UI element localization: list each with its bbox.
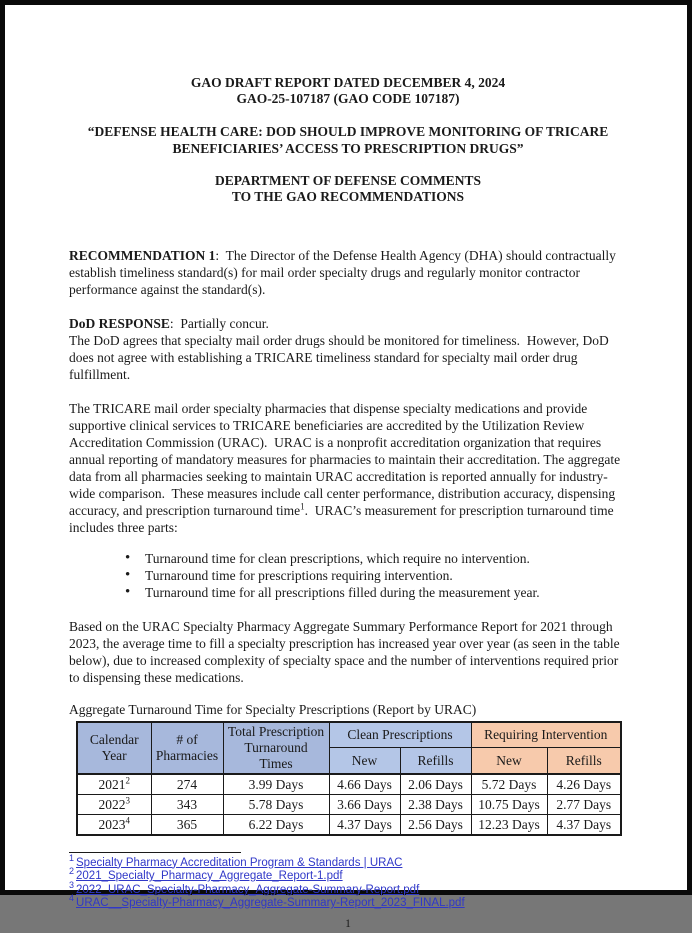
turnaround-bullet-list	[69, 550, 627, 601]
clean-new-cell: 3.66 Days	[329, 794, 400, 814]
footnote-item	[69, 866, 627, 884]
year-cell: 2023$^4$	[77, 814, 151, 835]
clean-new-cell: 4.37 Days	[329, 814, 400, 835]
bullet-item-all: • Turnaround time for all prescriptions filled during the measurement year.	[145, 584, 627, 601]
table-row-2022	[77, 794, 621, 814]
col-header-total-turnaround: Total Prescription Turnaround Times	[223, 722, 329, 774]
year-footnote-ref: 2	[125, 775, 130, 785]
total-turnaround-cell: 3.99 Days	[223, 774, 329, 795]
footnotes-section	[69, 852, 627, 911]
intervention-new-cell: 10.75 Days	[471, 794, 547, 814]
footnote-ref-1: 1	[300, 501, 305, 512]
pharmacies-cell: 343	[151, 794, 223, 814]
sub-header-intervention-refills: Refills	[547, 748, 621, 774]
page-number: 1	[345, 917, 351, 930]
clean-new-cell: 4.66 Days	[329, 774, 400, 795]
year-footnote-ref: 3	[125, 795, 130, 805]
col-header-num-pharmacies: # of Pharmacies	[151, 722, 223, 774]
total-turnaround-cell: 6.22 Days	[223, 814, 329, 835]
bullet-item-clean: • Turnaround time for clean prescriptions, which require no intervention.	[145, 550, 627, 567]
footnote-number: 2	[69, 866, 75, 877]
pharmacies-cell: 365	[151, 814, 223, 835]
response-paragraph	[69, 315, 627, 383]
page-content	[5, 5, 687, 933]
comments-heading	[69, 173, 627, 205]
footnote-link-urac-standards[interactable]: Specialty Pharmacy Accreditation Program & Standards | URAC	[76, 856, 403, 869]
intervention-new-cell: 12.23 Days	[471, 814, 547, 835]
urac-paragraph-part1: The TRICARE mail order specialty pharmacies that dispense specialty medications and provide supportive clinical services to TRICARE beneficiaries are accredited by the Utilization Review Accreditation Commission (URAC). URAC is a nonprofit accreditation organization that requires annual reporting of mandatory measures for pharmacies to maintain their accreditation. The aggregate data from all pharmacies seeking to maintain URAC accreditation is reported annually for industry-wide comparison. These measures include call center performance, distribution accuracy, dispensing accuracy, and prescription turnaround time	[69, 401, 621, 518]
footnote-item	[69, 893, 627, 911]
group-header-requiring-intervention: Requiring Intervention	[471, 722, 621, 748]
table-row-2023	[77, 814, 621, 835]
group-header-clean-prescriptions: Clean Prescriptions	[329, 722, 471, 748]
table-row-2021	[77, 774, 621, 795]
col-header-calendar-year: Calendar Year	[77, 722, 151, 774]
gao-draft-line: GAO DRAFT REPORT DATED DECEMBER 4, 2024	[190, 75, 506, 90]
footnote-number: 3	[69, 879, 75, 890]
footnote-number: 4	[69, 893, 75, 904]
footnote-item	[69, 852, 627, 871]
year-cell: 2022$^3$	[77, 794, 151, 814]
sub-header-clean-new: New	[329, 748, 400, 774]
response-concur-text: : Partially concur.	[169, 316, 269, 331]
year-cell: 2021$^2$	[77, 774, 151, 795]
clean-refills-cell: 2.56 Days	[400, 814, 471, 835]
sub-header-clean-refills: Refills	[400, 748, 471, 774]
response-body-text: The DoD agrees that specialty mail order drugs should be monitored for timeliness. However, DoD does not agree with establishing a TRICARE timeliness standard for specialty mail order drug fulfillment.	[69, 333, 609, 382]
footnote-number: 1	[69, 852, 75, 863]
recommendation-text: : The Director of the Defense Health Agency (DHA) should contractually establish timeliness standard(s) for mail order specialty drugs and regularly monitor contractor performance against the standard(s).	[69, 248, 616, 297]
footnote-link-2021-report[interactable]: 2021_Specialty_Pharmacy_Aggregate_Report-1.pdf	[76, 870, 343, 882]
intervention-new-cell: 5.72 Days	[471, 774, 547, 795]
footnote-link-2023-report[interactable]: URAC__Specialty-Pharmacy_Aggregate-Summary-Report_2023_FINAL.pdf	[76, 897, 465, 909]
document-header	[69, 75, 627, 107]
intervention-refills-cell: 4.37 Days	[547, 814, 621, 835]
recommendation-paragraph	[69, 247, 627, 298]
bullet-item-intervention: • Turnaround time for prescriptions requiring intervention.	[145, 567, 627, 584]
year-footnote-ref: 4	[125, 815, 130, 825]
based-on-paragraph: Based on the URAC Specialty Pharmacy Aggregate Summary Performance Report for 2021 through 2023, the average time to fill a specialty prescription has increased year over year (as seen in the table below), due to increased complexity of specialty space and the number of interventions required prior to dispensing these medications.	[69, 618, 620, 685]
table-header	[77, 722, 621, 774]
intervention-refills-cell: 4.26 Days	[547, 774, 621, 795]
urac-paragraph-part2: . URAC’s measurement for prescription turnaround time includes three parts:	[69, 503, 614, 535]
pharmacies-cell: 274	[151, 774, 223, 795]
total-turnaround-cell: 5.78 Days	[223, 794, 329, 814]
urac-paragraph	[69, 400, 627, 536]
clean-refills-cell: 2.06 Days	[400, 774, 471, 795]
comments-line-2: TO THE GAO RECOMMENDATIONS	[231, 189, 465, 204]
urac-turnaround-table	[76, 721, 622, 836]
comments-line-1: DEPARTMENT OF DEFENSE COMMENTS	[215, 173, 481, 188]
response-label: DoD RESPONSE	[69, 316, 170, 331]
table-caption: Aggregate Turnaround Time for Specialty Prescriptions (Report by URAC)	[69, 701, 477, 717]
report-title: “DEFENSE HEALTH CARE: DOD SHOULD IMPROVE MONITORING OF TRICARE BENEFICIARIES’ ACCESS TO PRESCRIPTION DRUGS”	[87, 124, 609, 156]
footnote-item	[69, 879, 627, 898]
gao-code-line: GAO-25-107187 (GAO CODE 107187)	[236, 91, 460, 106]
sub-header-intervention-new: New	[471, 748, 547, 774]
recommendation-label: RECOMMENDATION 1	[69, 248, 216, 263]
footnote-link-2022-report[interactable]: 2022_URAC_Specialty-Pharmacy_Aggregate-Summary-Report.pdf	[76, 883, 420, 896]
intervention-refills-cell: 2.77 Days	[547, 794, 621, 814]
footnote-separator	[69, 852, 241, 853]
clean-refills-cell: 2.38 Days	[400, 794, 471, 814]
